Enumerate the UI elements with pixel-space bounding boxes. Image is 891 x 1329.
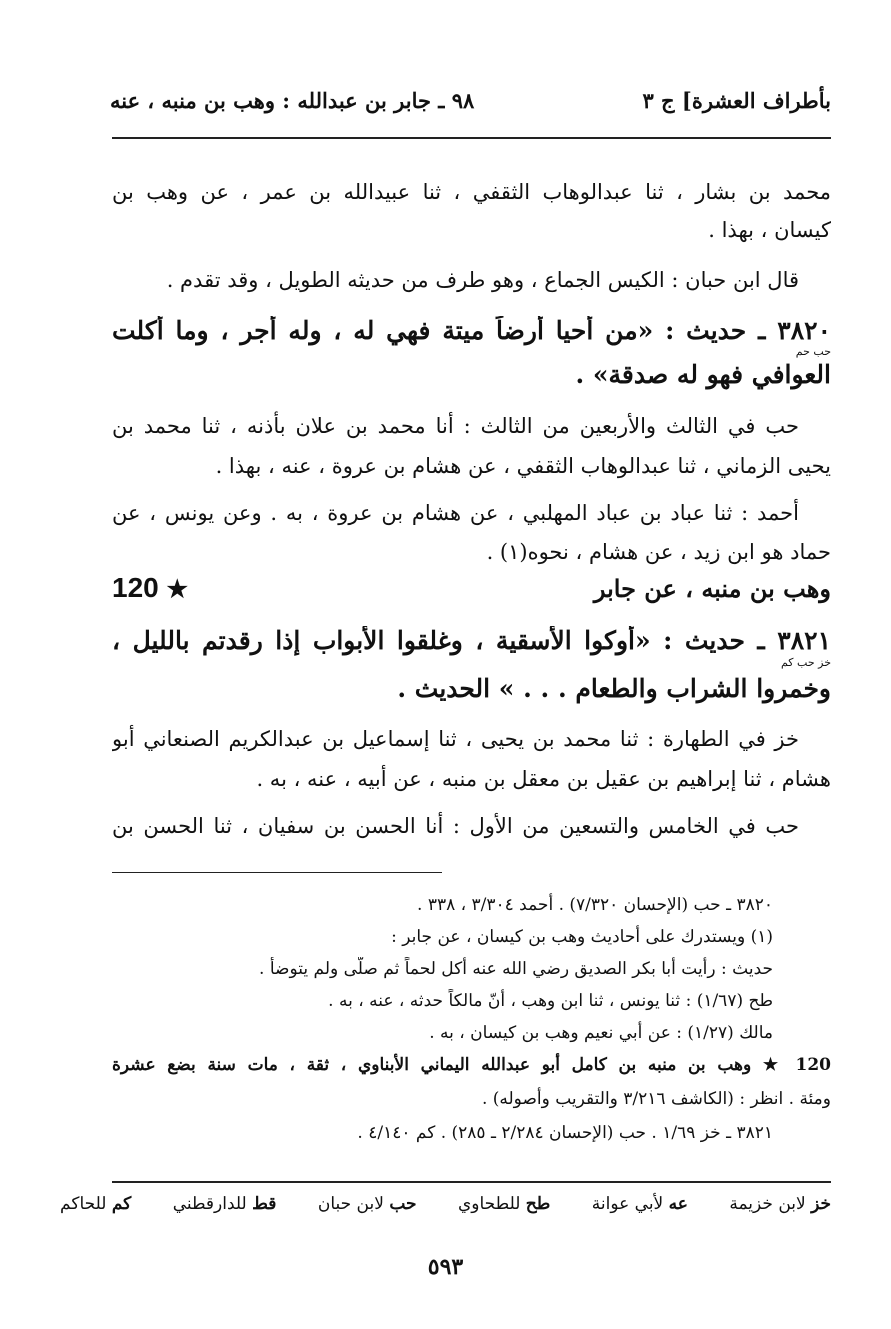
hadith-3821-sources-tag: خز حب كم bbox=[780, 656, 831, 669]
hadith-3820-text-end: العوافي فهو له صدقة» . bbox=[575, 360, 831, 389]
footnote-line: حديث : رأيت أبا بكر الصديق رضي الله عنه أكل لحماً ثم صلّى ولم يتوضأ . bbox=[259, 959, 773, 979]
hadith-3820-sources-tag: حب حم bbox=[795, 345, 831, 358]
narrator-title: وهب بن منبه ، عن جابر bbox=[593, 574, 831, 603]
footnote-line: طح (١/٦٧) : ثنا يونس ، ثنا ابن وهب ، أنّ مالكاً حدثه ، عنه ، به . bbox=[328, 991, 773, 1011]
hadith-3821-text-end: وخمروا الشراب والطعام . . . » الحديث . bbox=[397, 674, 831, 703]
text-line: حماد هو ابن زيد ، عن هشام ، نحوه(١) . bbox=[486, 540, 831, 564]
footnote-line: ومئة . انظر : (الكاشف ٣/٢١٦ والتقريب وأصوله) . bbox=[481, 1089, 831, 1109]
abbr-item: حب لابن حبان bbox=[317, 1194, 417, 1214]
hadith-3821-heading: ٣٨٢١ ـ حديث : «أوكوا الأسقية ، وغلقوا الأبواب إذا رقدتم بالليل ، bbox=[112, 626, 831, 655]
abbr-item: خز لابن خزيمة bbox=[729, 1194, 831, 1214]
text-line: حب في الثالث والأربعين من الثالث : أنا محمد بن علان بأذنه ، ثنا محمد بن bbox=[112, 414, 799, 438]
abbr-item: كم للحاكم bbox=[60, 1194, 132, 1214]
hadith-3820-heading: ٣٨٢٠ ـ حديث : «من أحيا أرضاً ميتة فهي له ، وله أجر ، وما أكلت bbox=[112, 316, 831, 345]
text-line: محمد بن بشار ، ثنا عبدالوهاب الثقفي ، ثنا عبيدالله بن عمر ، عن وهب بن bbox=[112, 180, 831, 204]
text-line: خز في الطهارة : ثنا محمد بن يحيى ، ثنا إسماعيل بن عبدالكريم الصنعاني أبو bbox=[112, 727, 799, 751]
footnote-line: مالك (١/٢٧) : عن أبي نعيم وهب بن كيسان ، به . bbox=[429, 1023, 773, 1043]
abbr-item: قط للدارقطني bbox=[172, 1194, 277, 1214]
text-line: يحيى الزماني ، ثنا عبدالوهاب الثقفي ، عن هشام بن عروة ، عنه ، بهذا . bbox=[215, 454, 831, 478]
footnote-line: (١) ويستدرك على أحاديث وهب بن كيسان ، عن جابر : bbox=[391, 927, 773, 947]
header-book-title: بأطراف العشرة] ج ٣ bbox=[642, 88, 831, 113]
header-chapter-title: ٩٨ ـ جابر بن عبدالله : وهب بن منبه ، عنه bbox=[110, 88, 475, 113]
text-line: أحمد : ثنا عباد بن عباد المهلبي ، عن هشام بن عروة ، به . وعن يونس ، عن bbox=[112, 501, 799, 525]
page-number: ٥٩٣ bbox=[427, 1254, 464, 1280]
abbreviations-key bbox=[60, 1194, 831, 1214]
text-line: هشام ، ثنا إبراهيم بن عقيل بن معقل بن منبه ، عن أبيه ، عنه ، به . bbox=[256, 767, 831, 791]
footnote-line: 120 ★ وهب بن منبه بن كامل أبو عبدالله اليماني الأبناوي ، ثقة ، مات سنة بضع عشرة bbox=[112, 1055, 831, 1075]
abbreviations-rule bbox=[112, 1181, 831, 1183]
text-line: كيسان ، بهذا . bbox=[708, 218, 831, 242]
running-header bbox=[110, 88, 831, 120]
text-line: حب في الخامس والتسعين من الأول : أنا الحسن بن سفيان ، ثنا الحسن بن bbox=[112, 814, 799, 838]
star-icon: ★ bbox=[166, 576, 189, 603]
header-rule bbox=[112, 137, 831, 139]
abbr-item: طح للطحاوي bbox=[457, 1194, 551, 1214]
abbr-item: عه لأبي عوانة bbox=[591, 1194, 688, 1214]
text-line: قال ابن حبان : الكيس الجماع ، وهو طرف من حديثه الطويل ، وقد تقدم . bbox=[166, 268, 799, 292]
footnote-line: ٣٨٢١ ـ خز ١/٦٩ . حب (الإحسان ٢/٢٨٤ ـ ٢٨٥) . كم ٤/١٤٠ . bbox=[357, 1123, 773, 1143]
narrator-heading bbox=[112, 572, 831, 612]
narrator-number: 120 ★ bbox=[112, 572, 189, 603]
footnote-rule bbox=[112, 872, 442, 873]
footnote-line: ٣٨٢٠ ـ حب (الإحسان ٧/٣٢٠) . أحمد ٣/٣٠٤ ، ٣٣٨ . bbox=[417, 895, 773, 915]
